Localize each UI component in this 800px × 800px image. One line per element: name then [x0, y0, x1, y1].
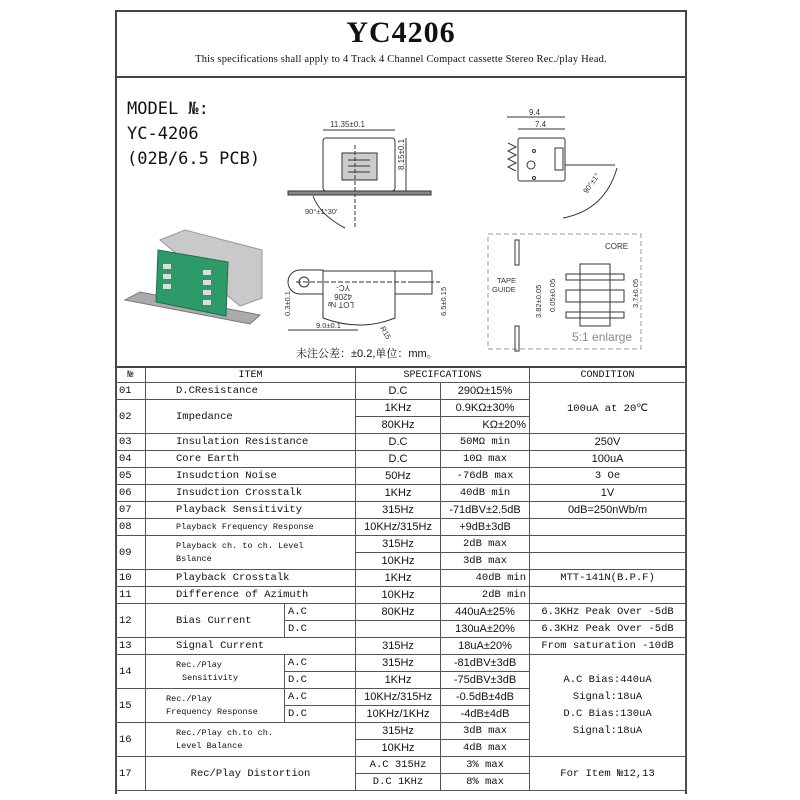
- row-no: 03: [116, 434, 146, 451]
- bottom-marking-1: YC-: [336, 283, 350, 292]
- row-no: 01: [116, 383, 146, 400]
- condition-line: Signal:18uA: [572, 690, 643, 703]
- row-freq: D.C: [356, 434, 441, 451]
- row-value: -75dBV±3dB: [441, 672, 530, 689]
- row-item: [146, 655, 285, 689]
- row-freq: 315Hz: [356, 723, 441, 740]
- row-freq: 10KHz: [356, 740, 441, 757]
- page-subtitle: This specifications shall apply to 4 Track 4 Channel Compact cassette Stereo Rec./play Head.: [195, 54, 607, 65]
- row-freq: 80KHz: [356, 417, 441, 434]
- dim-gap-1: 3.82±0.05: [534, 284, 543, 318]
- row-value: 18uA±20%: [441, 638, 530, 655]
- bottom-view-drawing: [283, 270, 448, 341]
- header-condition: CONDITION: [530, 367, 686, 383]
- row-no: 12: [116, 604, 146, 638]
- row-freq: 315Hz: [356, 655, 441, 672]
- row-no: 15: [116, 689, 146, 723]
- row-freq: 10KHz: [356, 587, 441, 604]
- bottom-marking-3: LOT №: [327, 300, 354, 309]
- row-value: 0.9KΩ±30%: [441, 400, 530, 417]
- row-item-line-2: Bslance: [176, 553, 212, 564]
- spec-table: [115, 366, 686, 791]
- row-value: -71dBV±2.5dB: [441, 502, 530, 519]
- head-photo: [125, 230, 262, 324]
- row-freq: 80KHz: [356, 604, 441, 621]
- row-freq: 315Hz: [356, 536, 441, 553]
- row-value: 3dB max: [441, 723, 530, 740]
- row-value: -81dBV±3dB: [441, 655, 530, 672]
- row-item-line-1: Playback ch. to ch. Level: [176, 540, 304, 551]
- page-title: YC4206: [346, 16, 456, 49]
- row-freq: 50Hz: [356, 468, 441, 485]
- row-no: 13: [116, 638, 146, 655]
- row-freq: 10KHz/1KHz: [356, 706, 441, 723]
- row-item: D.CResistance: [146, 383, 356, 400]
- side-view-drawing: [507, 108, 617, 218]
- row-condition: 250V: [530, 434, 686, 451]
- table-row: [116, 655, 686, 672]
- row-freq: 1KHz: [356, 400, 441, 417]
- row-item: Core Earth: [146, 451, 356, 468]
- model-variant: (02B/6.5 PCB): [127, 149, 261, 169]
- row-value: -4dB±4dB: [441, 706, 530, 723]
- row-condition: For Item №12,13: [530, 757, 686, 791]
- row-freq: 1KHz: [356, 485, 441, 502]
- header-spec: SPECIFCATIONS: [356, 367, 530, 383]
- condition-line: Signal:18uA: [572, 724, 643, 737]
- table-row: [116, 502, 686, 519]
- table-row: [116, 757, 686, 774]
- row-freq: D.C: [356, 383, 441, 400]
- tape-guide-label-2: GUIDE: [492, 285, 516, 294]
- row-value: 10Ω max: [441, 451, 530, 468]
- row-value: 50MΩ min: [441, 434, 530, 451]
- core-enlarge-drawing: [488, 234, 641, 351]
- row-item: [146, 723, 356, 757]
- row-item: Rec/Play Distortion: [146, 757, 356, 791]
- row-condition: MTT-141N(B.P.F): [530, 570, 686, 587]
- row-item-line-1: Rec./Play: [166, 693, 212, 704]
- row-freq: 10KHz/315Hz: [356, 689, 441, 706]
- table-row: [116, 383, 686, 400]
- row-condition: 0dB=250nWb/m: [530, 502, 686, 519]
- row-condition: [530, 519, 686, 536]
- row-value: -76dB max: [441, 468, 530, 485]
- row-value: +9dB±3dB: [441, 519, 530, 536]
- dim-side-inner: 7.4: [535, 120, 547, 129]
- dim-bottom-offset: 9.0±0.1: [316, 321, 341, 330]
- row-item-line-1: Rec./Play: [176, 659, 222, 670]
- table-row: [116, 536, 686, 553]
- row-mode: D.C: [285, 621, 356, 638]
- row-freq: 315Hz: [356, 638, 441, 655]
- row-item: Playback Frequency Response: [146, 519, 356, 536]
- row-item: [146, 536, 356, 570]
- row-value: 2dB min: [441, 587, 530, 604]
- table-header: [116, 367, 686, 383]
- table-row: [116, 638, 686, 655]
- row-freq: D.C 1KHz: [356, 774, 441, 791]
- row-item: Insudction Crosstalk: [146, 485, 356, 502]
- row-value: 130uA±20%: [441, 621, 530, 638]
- dim-gap-3: 3.7±0.05: [631, 278, 640, 308]
- row-condition: 6.3KHz Peak Over -5dB: [530, 604, 686, 621]
- row-condition: 100uA: [530, 451, 686, 468]
- row-no: 14: [116, 655, 146, 689]
- row-condition: [530, 587, 686, 604]
- dim-side-outer: 9.4: [529, 108, 541, 117]
- row-value: -0.5dB±4dB: [441, 689, 530, 706]
- row-value: 3% max: [441, 757, 530, 774]
- row-mode: A.C: [285, 604, 356, 621]
- row-no: 05: [116, 468, 146, 485]
- dim-front-angle: 90°±1°30': [305, 207, 338, 216]
- row-item: [146, 689, 285, 723]
- tape-guide-label-1: TAPE: [497, 276, 517, 285]
- header-item: ITEM: [146, 367, 356, 383]
- row-mode: D.C: [285, 672, 356, 689]
- row-condition: 6.3KHz Peak Over -5dB: [530, 621, 686, 638]
- row-item: Signal Current: [146, 638, 356, 655]
- row-freq: 1KHz: [356, 570, 441, 587]
- table-row: [116, 434, 686, 451]
- row-no: 06: [116, 485, 146, 502]
- model-number: YC-4206: [127, 124, 199, 144]
- row-value: 290Ω±15%: [441, 383, 530, 400]
- model-label: MODEL №:: [127, 99, 209, 119]
- row-freq: 10KHz: [356, 553, 441, 570]
- bottom-marking-2: 4206: [334, 292, 352, 301]
- dim-bottom-left: 0.3±0.1: [283, 291, 292, 316]
- row-item: Impedance: [146, 400, 356, 434]
- dim-bottom-radius: R15: [378, 324, 393, 341]
- row-no: 07: [116, 502, 146, 519]
- table-row: [116, 468, 686, 485]
- row-item: Playback Sensitivity: [146, 502, 356, 519]
- row-no: 11: [116, 587, 146, 604]
- row-freq: 10KHz/315Hz: [356, 519, 441, 536]
- row-value: 40dB min: [441, 570, 530, 587]
- table-row: [116, 604, 686, 621]
- row-no: 08: [116, 519, 146, 536]
- row-condition: From saturation -10dB: [530, 638, 686, 655]
- row-value: KΩ±20%: [441, 417, 530, 434]
- row-item: Insulation Resistance: [146, 434, 356, 451]
- row-mode: A.C: [285, 655, 356, 672]
- row-condition: 1V: [530, 485, 686, 502]
- row-item-line-2: Sensitivity: [182, 672, 239, 683]
- condition-line: A.C Bias:440uA: [563, 673, 652, 686]
- row-mode: A.C: [285, 689, 356, 706]
- technical-drawings: [0, 0, 800, 366]
- header-no: №: [116, 367, 146, 383]
- row-item-line-1: Rec./Play ch.to ch.: [176, 727, 273, 738]
- row-freq: D.C: [356, 451, 441, 468]
- row-condition: [530, 553, 686, 570]
- row-value: 3dB max: [441, 553, 530, 570]
- core-label: CORE: [605, 242, 629, 251]
- dim-bottom-right: 6.5±0.15: [439, 286, 448, 316]
- tolerance-note: 未注公差：±0.2,单位：mm。: [296, 348, 438, 360]
- row-value: 4dB max: [441, 740, 530, 757]
- table-row: [116, 519, 686, 536]
- row-value: 440uA±25%: [441, 604, 530, 621]
- front-view-drawing: [288, 120, 431, 228]
- enlarge-label: 5:1 enlarge: [572, 330, 633, 344]
- row-no: 02: [116, 400, 146, 434]
- dim-front-width: 11.35±0.1: [330, 120, 365, 129]
- row-value: 2dB max: [441, 536, 530, 553]
- row-item: Playback Crosstalk: [146, 570, 356, 587]
- row-item-line-2: Level Balance: [176, 740, 243, 751]
- row-no: 10: [116, 570, 146, 587]
- row-item: Bias Current: [146, 604, 285, 638]
- dim-gap-2: 0.05±0.05: [548, 278, 557, 312]
- row-mode: D.C: [285, 706, 356, 723]
- row-freq: 315Hz: [356, 502, 441, 519]
- row-freq: 1KHz: [356, 672, 441, 689]
- row-condition: [530, 536, 686, 553]
- row-no: 09: [116, 536, 146, 570]
- row-condition: [530, 655, 686, 757]
- condition-line: D.C Bias:130uA: [563, 707, 652, 720]
- row-freq: A.C 315Hz: [356, 757, 441, 774]
- row-item: Difference of Azimuth: [146, 587, 356, 604]
- table-row: [116, 570, 686, 587]
- dim-side-angle: 90°±1°: [581, 171, 602, 196]
- dim-front-height: 8.15±0.1: [397, 138, 406, 170]
- row-freq: [356, 621, 441, 638]
- row-no: 04: [116, 451, 146, 468]
- row-no: 16: [116, 723, 146, 757]
- table-row: [116, 587, 686, 604]
- row-item: Insudction Noise: [146, 468, 356, 485]
- row-value: 8% max: [441, 774, 530, 791]
- row-no: 17: [116, 757, 146, 791]
- row-condition: 100uA at 20℃: [530, 383, 686, 434]
- row-condition: 3 Oe: [530, 468, 686, 485]
- row-value: 40dB min: [441, 485, 530, 502]
- table-row: [116, 451, 686, 468]
- row-item-line-2: Frequency Response: [166, 706, 258, 717]
- table-row: [116, 485, 686, 502]
